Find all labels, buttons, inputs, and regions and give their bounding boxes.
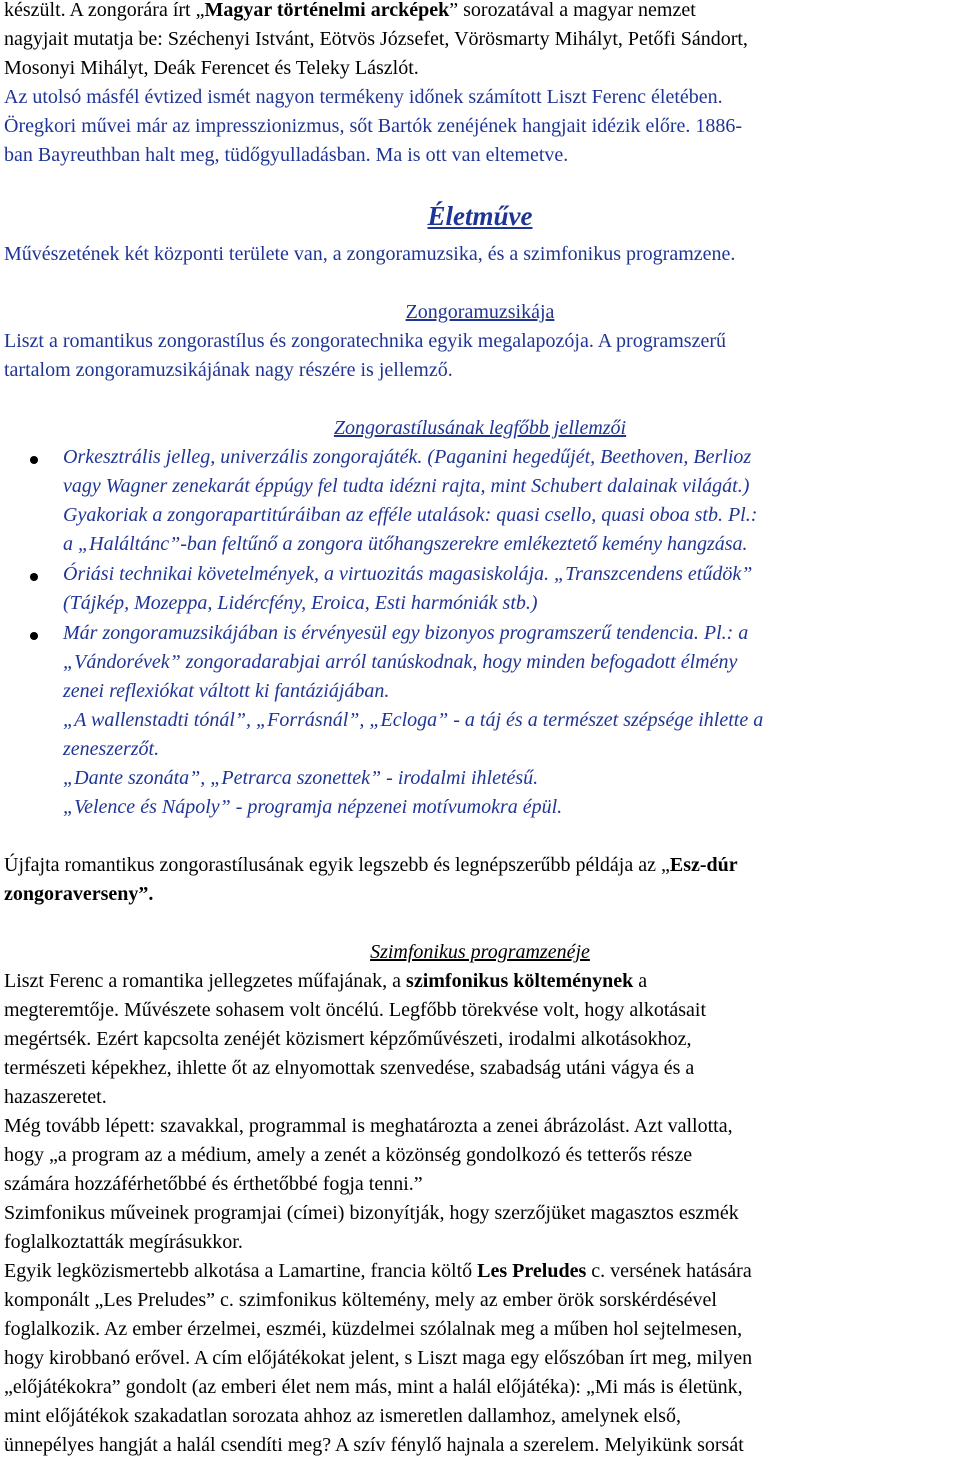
szimfonikus-p1-line-4: természeti képekhez, ihlette őt az elnyomottak szenvedése, szabadság utáni vágya és a <box>4 1057 695 1079</box>
szimfonikus-p1-line-1-a: Liszt Ferenc a romantika jellegzetes műfajának, a <box>4 970 407 992</box>
bullet-1-line-2: vagy Wagner zenekarát éppúgy fel tudta idézni rajta, mint Schubert dalainak világát.) <box>63 475 750 497</box>
bullet-3-line-5: zeneszerzőt. <box>63 738 160 760</box>
szimfonikus-p4-line-5: „előjátékokra” gondolt (az emberi élet nem más, mint a halál előjátéka): „Mi más is életünk, <box>4 1376 743 1398</box>
jellemzoi-heading: Zongorastílusának legfőbb jellemzői <box>333 417 627 439</box>
esz-dur-line-1 <box>4 851 738 880</box>
szimfonikus-p3-line-1: Szimfonikus műveinek programjai (címei) bizonyítják, hogy szerzőjüket magasztos eszmék <box>4 1202 739 1224</box>
zongoramuzsikaja-line-1: Liszt a romantikus zongorastílus és zongoratechnika egyik megalapozója. A programszerű <box>4 330 727 352</box>
bullet-3-line-2: „Vándorévek” zongoradarabjai arról tanúskodnak, hogy minden befogadott élmény <box>63 651 738 673</box>
intro-line-1-a: készült. A zongorára írt „ <box>4 0 205 21</box>
bullet-icon <box>30 632 38 640</box>
bullet-icon <box>30 573 38 581</box>
eletmuve-text: Művészetének két központi területe van, a zongoramuzsika, és a szimfonikus programzene. <box>4 243 736 265</box>
later-years-line-3: ban Bayreuthban halt meg, tüdőgyulladásban. Ma is ott van eltemetve. <box>4 144 569 166</box>
szimfonikus-heading: Szimfonikus programzenéje <box>370 941 590 963</box>
intro-line-1 <box>4 0 696 25</box>
szimfonikus-p4-line-1-c: c. versének hatására <box>586 1260 752 1282</box>
bullet-3-line-7: „Velence és Nápoly” - programja népzenei motívumokra épül. <box>63 796 563 818</box>
bullet-3-line-4: „A wallenstadti tónál”, „Forrásnál”, „Ecloga” - a táj és a természet szépsége ihlette a <box>63 709 764 731</box>
bullet-3-line-1: Már zongoramuzsikájában is érvényesül egy bizonyos programszerű tendencia. Pl.: a <box>63 622 749 644</box>
szimfonikus-koltemenynek-bold: szimfonikus költeménynek <box>406 970 634 992</box>
bullet-2-line-1: Óriási technikai követelmények, a virtuozitás magasiskolája. „Transzcendens etűdök” <box>63 563 753 585</box>
esz-dur-line-2: zongoraverseny”. <box>4 883 154 905</box>
szimfonikus-p2-line-2: hogy „a program az a médium, amely a zenét a közönség gondolkozó és tetterős része <box>4 1144 693 1166</box>
szimfonikus-p4-line-2: komponált „Les Preludes” c. szimfonikus költemény, mely az ember örök sorskérdésével <box>4 1289 717 1311</box>
magyar-tortenelmi-arckepek-title: Magyar történelmi arcképek <box>204 0 450 21</box>
bullet-1-line-3: Gyakoriak a zongorapartitúráiban az efféle utalások: quasi csello, quasi oboa stb. Pl.: <box>63 504 758 526</box>
szimfonikus-p2-line-1: Még tovább lépett: szavakkal, programmal is meghatározta a zenei ábrázolást. Azt vallotta, <box>4 1115 733 1137</box>
szimfonikus-p1-line-1-c: a <box>633 970 648 992</box>
szimfonikus-p1-line-1 <box>4 967 647 996</box>
esz-dur-bold: Esz-dúr <box>669 854 738 876</box>
zongoramuzsikaja-line-2: tartalom zongoramuzsikájának nagy részére is jellemző. <box>4 359 453 381</box>
szimfonikus-p4-line-4: hogy kirobbanó erővel. A cím előjátékokat jelent, s Liszt maga egy előszóban írt meg, milyen <box>4 1347 753 1369</box>
szimfonikus-p2-line-3: számára hozzáférhetőbbé és érthetőbbé fogja tenni.” <box>4 1173 423 1195</box>
esz-dur-line-1-a: Újfajta romantikus zongorastílusának egyik legszebb és legnépszerűbb példája az „ <box>4 854 670 876</box>
les-preludes-bold: Les Preludes <box>477 1260 587 1282</box>
bullet-3-line-3: zenei reflexiókat váltott ki fantáziájában. <box>63 680 390 702</box>
later-years-line-1: Az utolsó másfél évtized ismét nagyon termékeny időnek számított Liszt Ferenc életében. <box>4 86 723 108</box>
szimfonikus-p4-line-1-a: Egyik legközismertebb alkotása a Lamartine, francia költő <box>4 1260 478 1282</box>
szimfonikus-p4-line-3: foglalkozik. Az ember érzelmei, eszméi, küzdelmei szólalnak meg a műben hol sejtelmesen, <box>4 1318 743 1340</box>
bullet-3-line-6: „Dante szonáta”, „Petrarca szonettek” - irodalmi ihletésű. <box>63 767 539 789</box>
intro-line-2: nagyjait mutatja be: Széchenyi Istvánt, Eötvös Józsefet, Vörösmarty Mihályt, Petőfi Sándort, <box>4 28 748 50</box>
szimfonikus-p1-line-5: hazaszeretet. <box>4 1086 107 1108</box>
intro-line-1-c: ” sorozatával a magyar nemzet <box>449 0 696 21</box>
bullet-1-line-4: a „Haláltánc”-ban feltűnő a zongora ütőhangszerekre emlékeztető kemény hangzása. <box>63 533 748 555</box>
intro-line-3: Mosonyi Mihályt, Deák Ferencet és Teleky Lászlót. <box>4 57 419 79</box>
bullet-icon <box>30 456 38 464</box>
szimfonikus-p1-line-3: megértsék. Ezért kapcsolta zenéjét közismert képzőművészeti, irodalmi alkotásokhoz, <box>4 1028 692 1050</box>
szimfonikus-p3-line-2: foglalkoztatták megírásukkor. <box>4 1231 243 1253</box>
szimfonikus-p1-line-2: megteremtője. Művészete sohasem volt öncélú. Legfőbb törekvése volt, hogy alkotásait <box>4 999 707 1021</box>
bullet-2-line-2: (Tájkép, Mozeppa, Lidércfény, Eroica, Esti harmóniák stb.) <box>63 592 538 614</box>
eletmuve-heading: Életműve <box>427 201 533 231</box>
szimfonikus-p4-line-6: mint előjátékok szakadatlan sorozata ahhoz az ismeretlen dallamhoz, amelynek első, <box>4 1405 681 1427</box>
bullet-1-line-1: Orkesztrális jelleg, univerzális zongorajáték. (Paganini hegedűjét, Beethoven, Berlioz <box>63 446 752 468</box>
later-years-line-2: Öregkori művei már az impresszionizmus, sőt Bartók zenéjének hangjait idézik előre. 1886- <box>4 115 743 137</box>
szimfonikus-p4-line-1 <box>4 1257 752 1286</box>
szimfonikus-p4-line-7: ünnepélyes hangját a halál csendíti meg? A szív fénylő hajnala a szerelem. Melyikünk sorsát <box>4 1434 744 1456</box>
zongoramuzsikaja-heading: Zongoramuzsikája <box>405 301 555 323</box>
